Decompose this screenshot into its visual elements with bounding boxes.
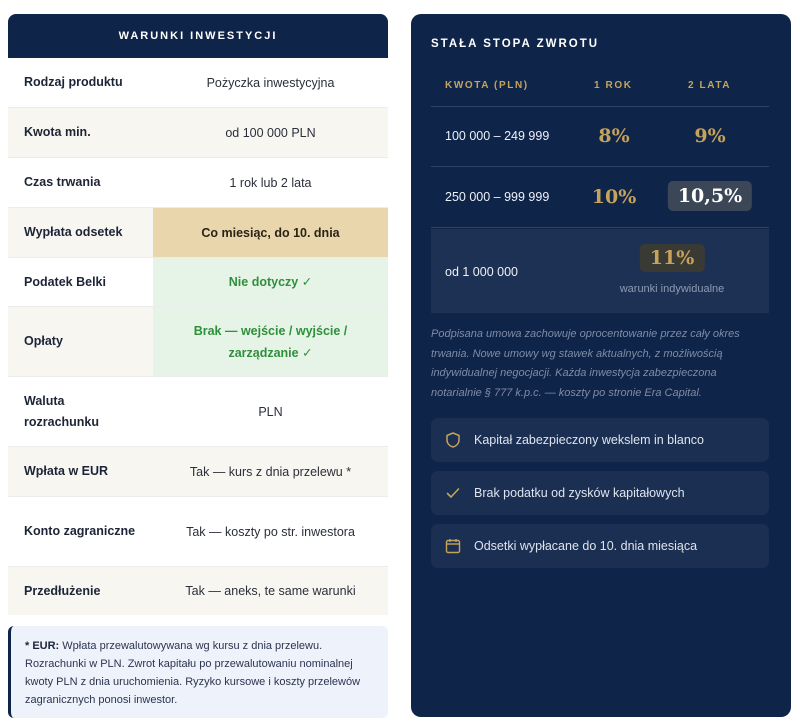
rate-row: [431, 167, 769, 228]
rate-2-years-highlight: 10,5%: [668, 181, 752, 211]
row-value: Tak — koszty po str. inwestora: [186, 524, 355, 539]
table-row: [8, 108, 388, 158]
amount-range: 250 000 – 999 999: [445, 190, 550, 204]
row-label: Konto zagraniczne: [24, 524, 136, 538]
amount-range: od 1 000 000: [445, 265, 518, 279]
row-value: PLN: [258, 404, 283, 419]
row-label: Kwota min.: [24, 125, 91, 139]
table-row: [8, 158, 388, 208]
calendar-icon: [445, 538, 461, 554]
row-label: Podatek Belki: [24, 274, 106, 289]
individual-terms-label: warunki indywidualne: [619, 283, 725, 295]
rates-table-header: [431, 74, 769, 107]
footnote-label: * EUR:: [25, 640, 60, 652]
rate-1-year: 8%: [598, 125, 630, 147]
row-value: Pożyczka inwestycyjna: [206, 75, 335, 90]
rate-row: [431, 107, 769, 167]
highlighted-value: Brak — wejście / wyjście / zarządzanie ✓: [153, 307, 388, 376]
table-row-interest-payout: [8, 208, 388, 258]
table-row: [8, 377, 388, 447]
rate-row-individual: [431, 229, 769, 313]
table-row: [8, 58, 388, 108]
row-label: Wypłata odsetek: [24, 225, 123, 239]
row-value: od 100 000 PLN: [225, 125, 316, 140]
amount-range: 100 000 – 249 999: [445, 129, 550, 143]
table-row-fees: [8, 307, 388, 377]
row-value: Tak — kurs z dnia przelewu *: [189, 464, 352, 479]
rate-1-year: 10%: [591, 186, 637, 208]
highlighted-value: Nie dotyczy ✓: [153, 258, 388, 306]
row-value: 1 rok lub 2 lata: [229, 175, 312, 190]
table-row: [8, 447, 388, 497]
row-label: Waluta rozrachunku: [24, 393, 100, 429]
feature-item: [431, 524, 769, 568]
feature-item: [431, 418, 769, 462]
investment-terms-table: [8, 14, 388, 615]
footnote-text: Wpłata przewalutowywana wg kursu z dnia przelewu. Rozrachunki w PLN. Zwrot kapitału po przewalutowaniu nominalnej kwoty PLN z dnia uruchomienia. Ryzyko kursowe i koszty przelewów zagranicznych ponosi inwestor.: [25, 640, 361, 706]
column-header-1-year: 1 ROK: [594, 80, 633, 91]
row-label: Czas trwania: [24, 175, 101, 189]
table-row-belka-tax: [8, 258, 388, 307]
terms-header: WARUNKI INWESTYCJI: [8, 14, 388, 58]
row-label: Rodzaj produktu: [24, 75, 123, 89]
panel-title: STAŁA STOPA ZWROTU: [431, 38, 600, 50]
row-label: Wpłata w EUR: [24, 464, 109, 478]
row-label: Opłaty: [24, 334, 63, 348]
check-icon: [445, 485, 461, 501]
feature-item: [431, 471, 769, 515]
rate-individual: 11%: [640, 244, 705, 272]
column-header-amount: KWOTA (PLN): [445, 80, 529, 91]
column-header-2-years: 2 LATA: [688, 80, 732, 91]
table-row: [8, 567, 388, 615]
feature-text: Brak podatku od zysków kapitałowych: [474, 486, 685, 500]
row-value: Tak — aneks, te same warunki: [185, 584, 356, 598]
feature-text: Odsetki wypłacane do 10. dnia miesiąca: [474, 539, 698, 553]
rate-2-years: 9%: [694, 125, 726, 147]
shield-icon: [445, 432, 461, 448]
eur-footnote: [8, 626, 388, 718]
rates-description: Podpisana umowa zachowuje oprocentowanie przez cały okres trwania. Nowe umowy wg stawek aktualnych, z możliwością indywidualnej negocjacji. Każda inwestycja zabezpieczona notarialnie § 777 k.p.c. — koszty po stronie Era Capital.: [431, 328, 740, 399]
row-label: Przedłużenie: [24, 583, 101, 598]
feature-text: Kapitał zabezpieczony wekslem in blanco: [474, 433, 704, 447]
fixed-return-panel: [411, 14, 791, 717]
highlighted-value: Co miesiąc, do 10. dnia: [153, 208, 388, 257]
table-row: [8, 497, 388, 567]
